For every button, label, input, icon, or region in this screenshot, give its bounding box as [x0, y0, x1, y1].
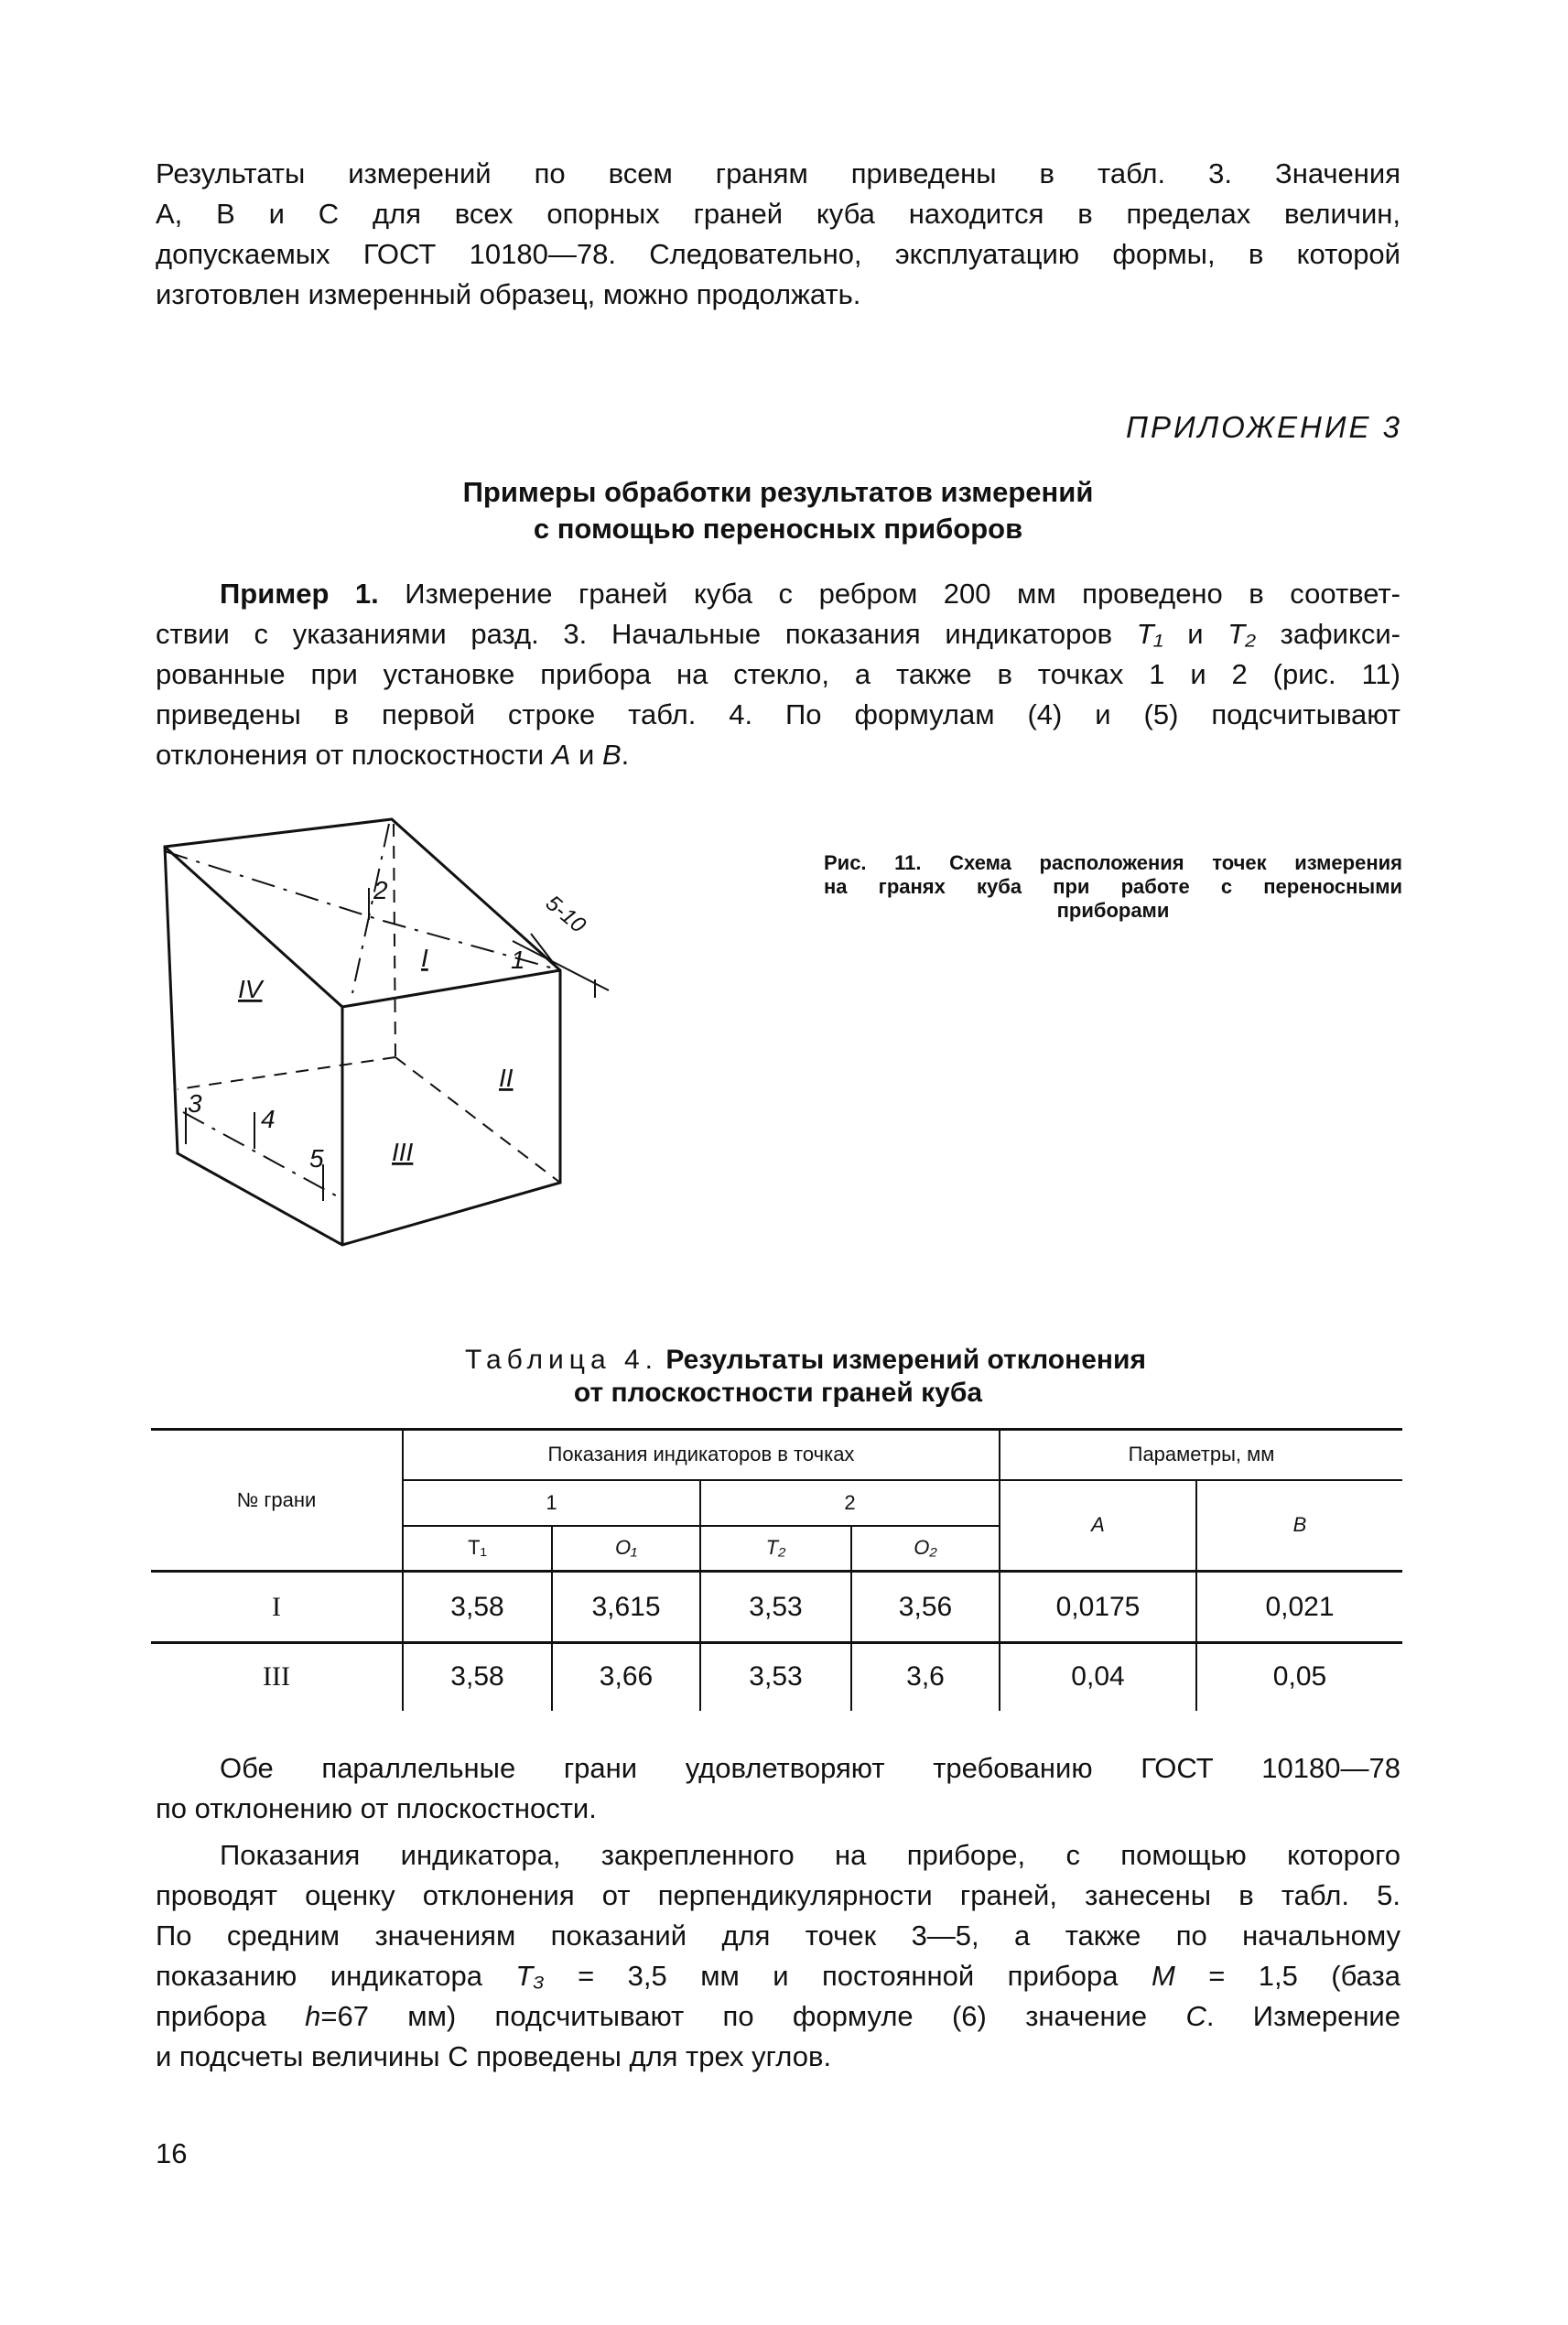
section-heading [156, 474, 1400, 547]
cell-o2: 3,56 [851, 1572, 1000, 1643]
intro-paragraph [156, 154, 1400, 315]
face-label: IV [238, 975, 263, 1003]
example-text: зафикси- [1255, 618, 1401, 650]
example-line: рованные при установке прибора на стекло, а также в точках 1 и 2 (рис. 11) [156, 658, 1400, 690]
example-text: . [621, 739, 630, 771]
symbol-m: M [1151, 1960, 1175, 1992]
symbol-a: A [551, 739, 571, 771]
paragraph-text: = 3,5 мм и постоянной прибора [544, 1960, 1152, 1992]
table-title-line-1 [156, 1344, 1400, 1377]
symbol-b: B [601, 739, 622, 771]
cell-t2: 3,53 [700, 1572, 851, 1643]
example-text: Измерение граней куба с ребром 200 мм проведено в соответ- [405, 578, 1400, 610]
header-t2: T₂ [700, 1526, 851, 1572]
page-number: 16 [156, 2137, 188, 2169]
header-t1: T₁ [403, 1526, 552, 1572]
caption-line: Рис. 11. Схема расположения точек измерения [824, 851, 1402, 874]
paragraph-line: По средним значениям показаний для точек 3—5, а также по начальному [156, 1919, 1400, 1952]
table-title [156, 1344, 1400, 1410]
paragraph-line: проводят оценку отклонения от перпендикулярности граней, занесены в табл. 5. [156, 1879, 1400, 1911]
cell-o1: 3,66 [552, 1643, 700, 1711]
caption-line: приборами [1056, 899, 1170, 922]
table-title-line-2: от плоскостности граней куба [573, 1378, 983, 1408]
heading-line-2: с помощью переносных приборов [533, 513, 1023, 545]
caption-line: на гранях куба при работе с переносными [824, 875, 1402, 898]
cell-b: 0,05 [1272, 1661, 1327, 1692]
table-title-text: Результаты измерений отклонения [665, 1345, 1146, 1375]
conclusion-line: Обе параллельные грани удовлетворяют требованию ГОСТ 10180—78 [220, 1752, 1400, 1784]
example-1-paragraph [156, 574, 1400, 775]
intro-line: изготовлен измеренный образец, можно продолжать. [156, 278, 861, 310]
figure-caption [824, 851, 1402, 923]
intro-line: Результаты измерений по всем граням приведены в табл. 3. Значения [156, 157, 1400, 189]
example-line [156, 614, 1400, 654]
symbol-t1: T₁ [1136, 618, 1163, 650]
cell-a: 0,0175 [1000, 1572, 1196, 1643]
header-param-b: B [1196, 1480, 1402, 1572]
perpendicularity-paragraph [156, 1835, 1400, 2077]
face-label: II [499, 1064, 514, 1092]
header-point-2: 2 [700, 1480, 1000, 1526]
results-table [151, 1428, 1402, 1711]
table-row [151, 1572, 1402, 1643]
paragraph-text: =67 мм) подсчитывают по формуле (6) значение [320, 2000, 1186, 2032]
diagonal-line [352, 824, 389, 993]
cell-b: 0,021 [1196, 1572, 1402, 1643]
dimension-label: 5-10 [540, 891, 590, 938]
example-text: и [1162, 618, 1228, 650]
cell-face: I [151, 1572, 403, 1643]
paragraph-line: Показания индикатора, закрепленного на приборе, с помощью которого [220, 1839, 1400, 1871]
face-label: III [392, 1138, 414, 1166]
example-label: Пример 1. [220, 578, 379, 610]
header-params: Параметры, мм [1000, 1430, 1402, 1480]
intro-line: A, B и C для всех опорных граней куба находится в пределах величин, [156, 198, 1400, 230]
paragraph-text: прибора [156, 2000, 306, 2032]
hidden-edge [395, 1057, 560, 1183]
heading-line-1: Примеры обработки результатов измерений [462, 476, 1094, 508]
header-point-1: 1 [403, 1480, 700, 1526]
example-line: приведены в первой строке табл. 4. По формулам (4) и (5) подсчитывают [156, 698, 1400, 730]
point-label: 4 [261, 1105, 276, 1133]
cell-t1: 3,58 [403, 1643, 552, 1711]
header-readings: Показания индикаторов в точках [403, 1430, 1000, 1480]
symbol-h: h [305, 2000, 321, 2032]
example-text: ствии с указаниями разд. 3. Начальные показания индикаторов [156, 618, 1137, 650]
face-label: I [421, 944, 428, 972]
cell-o2: 3,6 [851, 1643, 1000, 1711]
paragraph-text: = 1,5 (база [1174, 1960, 1401, 1992]
cube-edge [165, 819, 560, 1245]
paragraph-text: . Измерение [1206, 2000, 1400, 2032]
header-o1: O₁ [552, 1526, 700, 1572]
point-label: 1 [511, 946, 525, 974]
table-row [151, 1643, 1402, 1711]
cell-a: 0,04 [1000, 1643, 1196, 1711]
paragraph-text: показанию индикатора [156, 1960, 516, 1992]
cell-t2: 3,53 [700, 1643, 851, 1711]
example-line [156, 735, 1400, 775]
paragraph-line [156, 1996, 1400, 2037]
example-line [156, 574, 1400, 614]
hidden-edge [178, 1057, 395, 1089]
appendix-label: ПРИЛОЖЕНИЕ 3 [1126, 410, 1402, 444]
cube-figure [146, 806, 659, 1272]
paragraph-line [156, 1956, 1400, 1996]
paragraph-line: и подсчеты величины C проведены для трех углов. [156, 2040, 832, 2072]
conclusion-line: по отклонению от плоскостности. [156, 1792, 597, 1824]
diagonal-line [165, 851, 560, 970]
example-text: отклонения от плоскостности [156, 739, 552, 771]
hidden-edge [394, 824, 395, 1057]
header-face: № грани [151, 1430, 403, 1572]
intro-line: допускаемых ГОСТ 10180—78. Следовательно, эксплуатацию формы, в которой [156, 238, 1400, 270]
point-label: 2 [373, 876, 388, 904]
cell-t1: 3,58 [403, 1572, 552, 1643]
cell-face: III [151, 1643, 403, 1711]
point-label: 3 [188, 1089, 202, 1118]
example-text: и [570, 739, 602, 771]
cell-o1: 3,615 [552, 1572, 700, 1643]
header-o2: O₂ [851, 1526, 1000, 1572]
symbol-c: C [1185, 2000, 1206, 2032]
conclusion-paragraph [156, 1748, 1400, 1829]
symbol-t2: T₂ [1227, 618, 1256, 650]
header-param-a: A [1000, 1480, 1196, 1572]
table-label: Таблица 4. [465, 1345, 658, 1375]
symbol-t3: T₃ [515, 1960, 545, 1992]
point-label: 5 [309, 1144, 324, 1173]
table-header-row [151, 1430, 1402, 1480]
